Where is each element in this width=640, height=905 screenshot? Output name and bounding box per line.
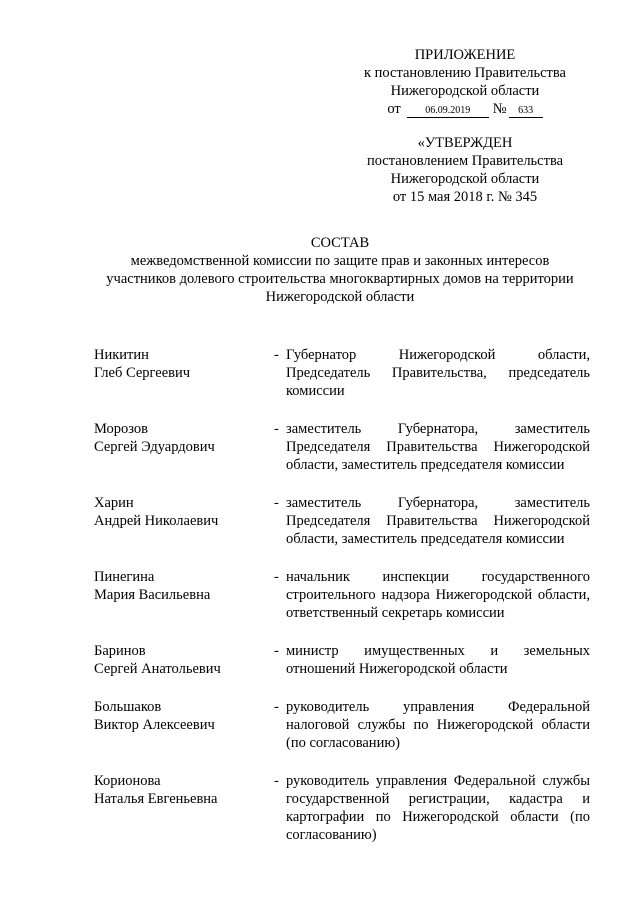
member-given-name: Сергей Эдуардович	[94, 439, 215, 455]
member-dash: -	[274, 347, 279, 363]
annex-line-2: Нижегородской области	[390, 83, 540, 99]
member-role: начальник инспекции государственного строительного надзора Нижегородской области, ответственный секретарь комиссии	[286, 569, 590, 621]
member-name	[94, 698, 274, 752]
annex-block	[330, 46, 600, 118]
annex-number-line	[330, 100, 600, 118]
member-role: министр имущественных и земельных отношений Нижегородской области	[286, 643, 590, 677]
member-name	[94, 772, 274, 844]
member-dash: -	[274, 421, 279, 437]
member-given-name: Андрей Николаевич	[94, 513, 219, 529]
member-surname: Баринов	[94, 643, 146, 659]
document-heading	[90, 234, 590, 306]
member-row	[94, 698, 590, 752]
member-given-name: Виктор Алексеевич	[94, 717, 215, 733]
member-row	[94, 568, 590, 622]
heading-line: межведомственной комиссии по защите прав и законных интересов	[130, 253, 550, 269]
member-given-name: Сергей Анатольевич	[94, 661, 221, 677]
approval-line-3: от 15 мая 2018 г. № 345	[392, 189, 538, 205]
member-surname: Никитин	[94, 347, 149, 363]
member-name	[94, 420, 274, 474]
annex-line-1: к постановлению Правительства	[364, 65, 566, 81]
member-surname: Морозов	[94, 421, 149, 437]
member-name	[94, 346, 274, 400]
member-surname: Корионова	[94, 773, 161, 789]
member-name	[94, 568, 274, 622]
members-list	[94, 346, 590, 864]
approval-block	[330, 134, 600, 206]
member-dash: -	[274, 569, 279, 585]
member-surname: Большаков	[94, 699, 162, 715]
member-row	[94, 772, 590, 844]
member-row	[94, 420, 590, 474]
member-name	[94, 642, 274, 678]
member-role: заместитель Губернатора, заместитель Председателя Правительства Нижегородской области, заместитель председателя комиссии	[286, 421, 590, 473]
member-role: руководитель управления Федеральной службы государственной регистрации, кадастра и картографии по Нижегородской области (по согласованию)	[286, 773, 590, 843]
annex-number-label: №	[492, 101, 507, 117]
member-row	[94, 494, 590, 548]
member-role: руководитель управления Федеральной налоговой службы по Нижегородской области (по согласованию)	[286, 699, 590, 751]
member-row	[94, 642, 590, 678]
member-surname: Пинегина	[94, 569, 155, 585]
member-dash: -	[274, 773, 279, 789]
member-dash: -	[274, 699, 279, 715]
annex-from-label: от	[387, 101, 401, 117]
annex-number: 633	[509, 105, 543, 118]
member-given-name: Наталья Евгеньевна	[94, 791, 218, 807]
member-given-name: Мария Васильевна	[94, 587, 211, 603]
annex-title: ПРИЛОЖЕНИЕ	[414, 47, 516, 63]
member-given-name: Глеб Сергеевич	[94, 365, 191, 381]
approval-line-2: Нижегородской области	[390, 171, 540, 187]
member-name	[94, 494, 274, 548]
member-row	[94, 346, 590, 400]
member-role: заместитель Губернатора, заместитель Председателя Правительства Нижегородской области, заместитель председателя комиссии	[286, 495, 590, 547]
approval-title: «УТВЕРЖДЕН	[417, 135, 513, 151]
member-role: Губернатор Нижегородской области, Председатель Правительства, председатель комиссии	[286, 347, 590, 399]
approval-line-1: постановлением Правительства	[366, 153, 564, 169]
member-dash: -	[274, 643, 279, 659]
heading-title: СОСТАВ	[310, 235, 370, 251]
member-dash: -	[274, 495, 279, 511]
annex-date: 06.09.2019	[407, 105, 489, 118]
heading-line: участников долевого строительства многоквартирных домов на территории	[106, 271, 574, 287]
heading-line: Нижегородской области	[265, 289, 415, 305]
member-surname: Харин	[94, 495, 134, 511]
